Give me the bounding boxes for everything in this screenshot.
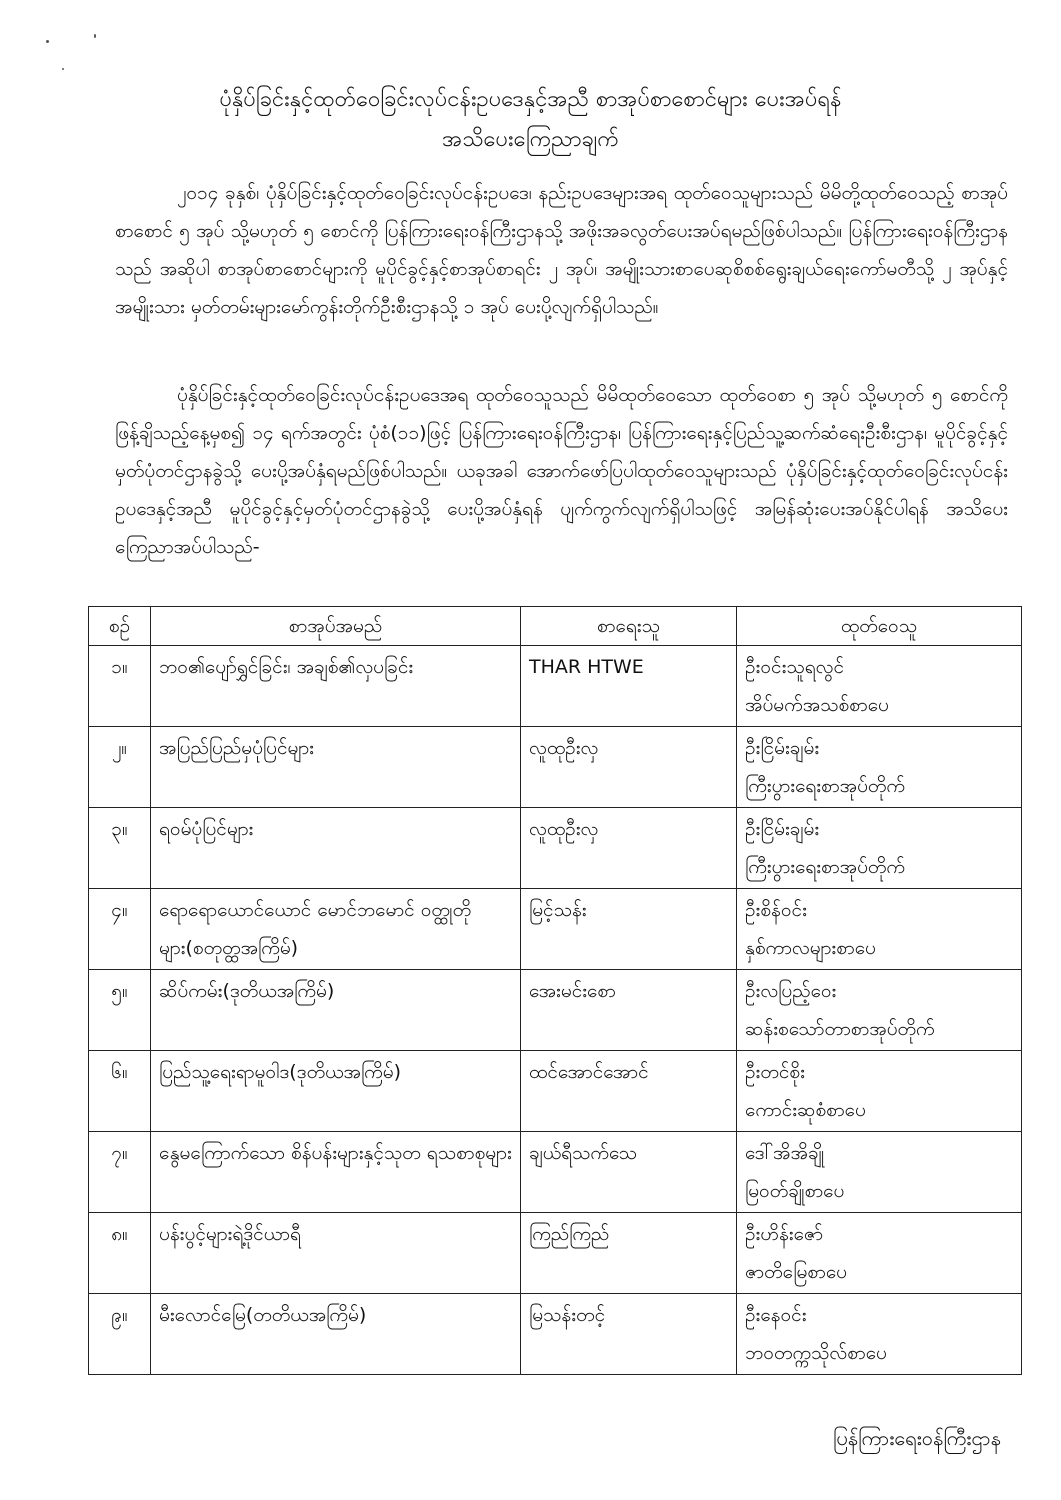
publisher-name: ဦးလပြည့်ဝေး (745, 980, 837, 1002)
publisher-name: ဦးငြိမ်းချမ်း (745, 818, 820, 840)
book-title: ပန်းပွင့်များရဲ့ဒိုင်ယာရီ (151, 1213, 521, 1294)
publisher-name: ဦးနေဝင်း (745, 1304, 807, 1326)
row-number: ၁။ (89, 646, 151, 727)
book-title: အပြည်ပြည်မှပုံပြင်များ (151, 727, 521, 808)
row-number: ၉။ (89, 1294, 151, 1375)
header-author: စာရေးသူ (521, 607, 737, 646)
publisher (737, 727, 1022, 808)
table-row (89, 646, 1022, 727)
table-row (89, 1213, 1022, 1294)
author: ကြည်ကြည် (521, 1213, 737, 1294)
publishing-house: ဆန်းစသော်တာစာအုပ်တိုက် (745, 1018, 935, 1040)
publisher-name: ဒေါ်အိအိချို (745, 1142, 825, 1164)
book-title: ပြည်သူ့ရေးရာမူဝါဒ(ဒုတိယအကြိမ်) (151, 1051, 521, 1132)
title-line-1: ပုံနှိပ်ခြင်းနှင့်ထုတ်ဝေခြင်းလုပ်ငန်းဥပဒေနှင့်အညီ စာအုပ်စာစောင်များ ပေးအပ်ရန် (219, 87, 842, 112)
publisher-name: ဦးဟိန်းဇော် (745, 1223, 824, 1245)
author: ထင်အောင်အောင် (521, 1051, 737, 1132)
paragraph-1: ၂၀၁၄ ခုနှစ်၊ ပုံနှိပ်ခြင်းနှင့်ထုတ်ဝေခြင်းလုပ်ငန်းဥပဒေ၊ နည်းဥပဒေများအရ ထုတ်ဝေသူများသည် မိမိတို့ထုတ်ဝေသည့် စာအုပ်စာစောင် ၅ အုပ် သို့မဟုတ် ၅ စောင်ကို ပြန်ကြားရေးဝန်ကြီးဌာနသို့ အဖိုးအခလွတ်ပေးအပ်ရမည်ဖြစ်ပါသည်။ ပြန်ကြားရေးဝန်ကြီးဌာနသည် အဆိုပါ စာအုပ်စာစောင်များကို မူပိုင်ခွင့်နှင့်စာအုပ်စာရင်း ၂ အုပ်၊ အမျိုးသားစာပေဆုစိစစ်ရွေးချယ်ရေးကော်မတီသို့ ၂ အုပ်နှင့် အမျိုးသား မှတ်တမ်းများမော်ကွန်းတိုက်ဦးစီးဌာနသို့ ၁ အုပ် ပေးပို့လျက်ရှိပါသည်။ (115, 182, 1008, 318)
table-header-row (89, 607, 1022, 646)
issuing-ministry-signature: ပြန်ကြားရေးဝန်ကြီးဌာန (832, 1426, 1001, 1450)
unsubmitted-books-table (88, 606, 1022, 1375)
document-title (60, 80, 1001, 160)
publishing-house: အိပ်မက်အသစ်စာပေ (745, 694, 889, 716)
row-number: ၈။ (89, 1213, 151, 1294)
author: မြင့်သန်း (521, 889, 737, 970)
row-number: ၄။ (89, 889, 151, 970)
publisher (737, 808, 1022, 889)
table-row (89, 889, 1022, 970)
publishing-house: ကြီးပွားရေးစာအုပ်တိုက် (745, 856, 905, 878)
publisher (737, 646, 1022, 727)
table-row (89, 1132, 1022, 1213)
publisher-name: ဦးဝင်းသူရလွင် (745, 656, 845, 678)
table-row (89, 970, 1022, 1051)
publisher (737, 970, 1022, 1051)
author: THAR HTWE (521, 646, 737, 727)
table-row (89, 808, 1022, 889)
publisher-name: ဦးစိန်ဝင်း (745, 899, 807, 921)
publishing-house: ဇာတိမြေစာပေ (745, 1261, 847, 1283)
book-title: ဆိပ်ကမ်း(ဒုတိယအကြိမ်) (151, 970, 521, 1051)
book-title: ဘဝ၏ပျော်ရွှင်ခြင်း၊ အချစ်၏လှပခြင်း (151, 646, 521, 727)
row-number: ၅။ (89, 970, 151, 1051)
publishing-house: ကောင်းဆုစံစာပေ (745, 1099, 866, 1121)
publisher (737, 1132, 1022, 1213)
row-number: ၇။ (89, 1132, 151, 1213)
publisher (737, 1213, 1022, 1294)
row-number: ၆။ (89, 1051, 151, 1132)
table-row (89, 1294, 1022, 1375)
publishing-house: နှစ်ကာလများစာပေ (745, 937, 876, 959)
author: လူထုဦးလှ (521, 727, 737, 808)
book-title: မီးလောင်မြေ(တတိယအကြိမ်) (151, 1294, 521, 1375)
author: အေးမင်းစော (521, 970, 737, 1051)
publisher-name: ဦးငြိမ်းချမ်း (745, 737, 820, 759)
author: ချယ်ရီသက်သေ (521, 1132, 737, 1213)
publishing-house: မြဝတ်ချိုစာပေ (745, 1180, 845, 1202)
header-book-title: စာအုပ်အမည် (151, 607, 521, 646)
title-line-2: အသိပေးကြေညာချက် (442, 127, 619, 152)
publisher (737, 889, 1022, 970)
book-title: ရောရောယောင်ယောင် မောင်ဘမောင် ဝတ္ထုတိုများ(စတုတ္ထအကြိမ်) (151, 889, 521, 970)
book-title: ရဝမ်ပုံပြင်များ (151, 808, 521, 889)
author: လူထုဦးလှ (521, 808, 737, 889)
book-title: နွေမကြောက်သော စိန်ပန်းများနှင့်သုတ ရသစာစုများ (151, 1132, 521, 1213)
author: မြသန်းတင့် (521, 1294, 737, 1375)
publisher (737, 1294, 1022, 1375)
row-number: ၃။ (89, 808, 151, 889)
paragraph-2: ပုံနှိပ်ခြင်းနှင့်ထုတ်ဝေခြင်းလုပ်ငန်းဥပဒေအရ ထုတ်ဝေသူသည် မိမိထုတ်ဝေသော ထုတ်ဝေစာ ၅ အုပ် သို့မဟုတ် ၅ စောင်ကို ဖြန့်ချိသည့်နေ့မှစ၍ ၁၄ ရက်အတွင်း ပုံစံ(၁၁)ဖြင့် ပြန်ကြားရေးဝန်ကြီးဌာန၊ ပြန်ကြားရေးနှင့်ပြည်သူ့ဆက်ဆံရေးဦးစီးဌာန၊ မူပိုင်ခွင့်နှင့်မှတ်ပုံတင်ဌာနခွဲသို့ ပေးပို့အပ်နှံရမည်ဖြစ်ပါသည်။ ယခုအခါ အောက်ဖော်ပြပါထုတ်ဝေသူများသည် ပုံနှိပ်ခြင်းနှင့်ထုတ်ဝေခြင်းလုပ်ငန်းဥပဒေနှင့်အညီ မူပိုင်ခွင့်နှင့်မှတ်ပုံတင်ဌာနခွဲသို့ ပေးပို့အပ်နှံရန် ပျက်ကွက်လျက်ရှိပါသဖြင့် အမြန်ဆုံးပေးအပ်နိုင်ပါရန် အသိပေးကြေညာအပ်ပါသည်- (115, 384, 1008, 558)
header-no: စဉ် (89, 607, 151, 646)
publishing-house: ကြီးပွားရေးစာအုပ်တိုက် (745, 775, 905, 797)
table-row (89, 727, 1022, 808)
header-publisher: ထုတ်ဝေသူ (737, 607, 1022, 646)
publisher (737, 1051, 1022, 1132)
row-number: ၂။ (89, 727, 151, 808)
publisher-name: ဦးတင်စိုး (745, 1061, 805, 1083)
publishing-house: ဘဝတက္ကသိုလ်စာပေ (745, 1342, 887, 1364)
table-row (89, 1051, 1022, 1132)
